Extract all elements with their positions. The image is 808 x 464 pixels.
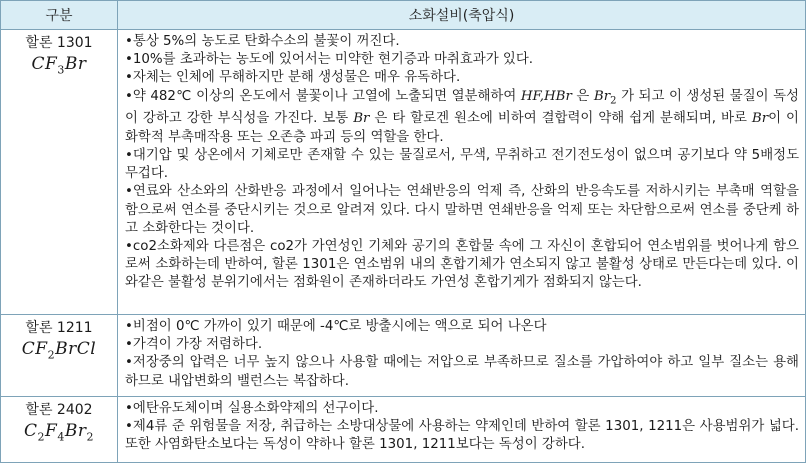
table-row	[1, 397, 806, 463]
description-cell	[118, 397, 806, 463]
description-cell	[118, 30, 806, 315]
list-item: •10%를 초과하는 농도에 있어서는 미약한 현기증과 마취효과가 있다.	[125, 52, 534, 68]
row-name-cell	[1, 315, 118, 397]
table-row	[1, 30, 806, 315]
chemical-formula: $CF_3Br$	[31, 54, 87, 77]
table-row	[1, 315, 806, 397]
list-item: •co2소화제와 다른점은 co2가 가연성인 기체와 공기의 혼합물 속에 그 자신이 혼합되어 연소범위를 벗어나게 함으로써 소화하는데 반하여, 할론 1301은 연소범위 내의 혼합기체가 연소되지 않고 불활성 상태로 만든다는데 있다. 이와같은 불활성 분위기에서는 점화원이 존재하더라도 가연성 혼합기게가 점화되지 않는다.	[125, 238, 799, 291]
list-item: •비점이 0℃ 가까이 있기 때문에 -4℃로 방출시에는 액으로 되어 나온다	[125, 319, 547, 334]
row-name-cell	[1, 30, 118, 315]
row-name-cell	[1, 397, 118, 463]
list-item: •에탄유도체이며 실용소화약제의 선구이다.	[125, 401, 379, 416]
chemical-formula: $C_2F_4Br_2$	[24, 421, 94, 444]
header-category: 구분	[1, 1, 118, 30]
list-item: •대기압 및 상온에서 기체로만 존재할 수 있는 물질로서, 무색, 무취하고 전기전도성이 없으며 공기보다 약 5배정도 무겁다.	[125, 147, 799, 182]
list-item: •통상 5%의 농도로 탄화수소의 불꽃이 꺼진다.	[125, 34, 400, 49]
header-extinguisher: 소화설비(축압식)	[118, 1, 806, 30]
chemical-formula: $CF_2BrCl$	[21, 339, 97, 362]
table-header-row	[1, 1, 806, 30]
list-item: •약 482℃ 이상의 온도에서 불꽃이나 고열에 노출되면 열분해하여 HF,HBr 은 $Br_2$ 가 되고 이 생성된 물질이 독성이 강하고 강한 부식성을 가진다. 보통 Br 은 타 할로겐 원소에 비하여 결합력이 약해 쉽게 분해되며, 바로 Br이 이 화학적 부촉매작용 또는 오존층 파괴 등의 역할을 한다.	[125, 88, 799, 145]
list-item: •저장중의 압력은 너무 높지 않으나 사용할 때에는 저압으로 부족하므로 질소를 가압하여야 하고 일부 질소는 용해하므로 내압변화의 밸런스는 복잡하다.	[125, 355, 799, 389]
description-cell	[118, 315, 806, 397]
halon-name: 할론 1211	[25, 320, 93, 336]
halon-name: 할론 2402	[25, 402, 93, 418]
halon-name: 할론 1301	[25, 35, 93, 51]
list-item: •연료와 산소와의 산화반응 과정에서 일어나는 연쇄반응의 억제 즉, 산화의 반응속도를 저하시키는 부촉매 역할을 함으로써 연소를 중단시키는 것으로 알려져 있다. 다시 말하면 연쇄반응을 억제 또는 차단함으로써 연소를 중단케 하고 소화한다는 것이다.	[125, 184, 799, 236]
list-item: •자체는 인체에 무해하지만 분해 생성물은 매우 유독하다.	[125, 70, 461, 86]
list-item: •가격이 가장 저렴하다.	[125, 337, 263, 353]
list-item: •제4류 준 위험물을 저장, 취급하는 소방대상물에 사용하는 약제인데 반하여 할론 1301, 1211은 사용범위가 넓다. 또한 사염화탄소보다는 독성이 약하나 할론 1301, 1211보다는 독성이 강하다.	[125, 419, 799, 453]
